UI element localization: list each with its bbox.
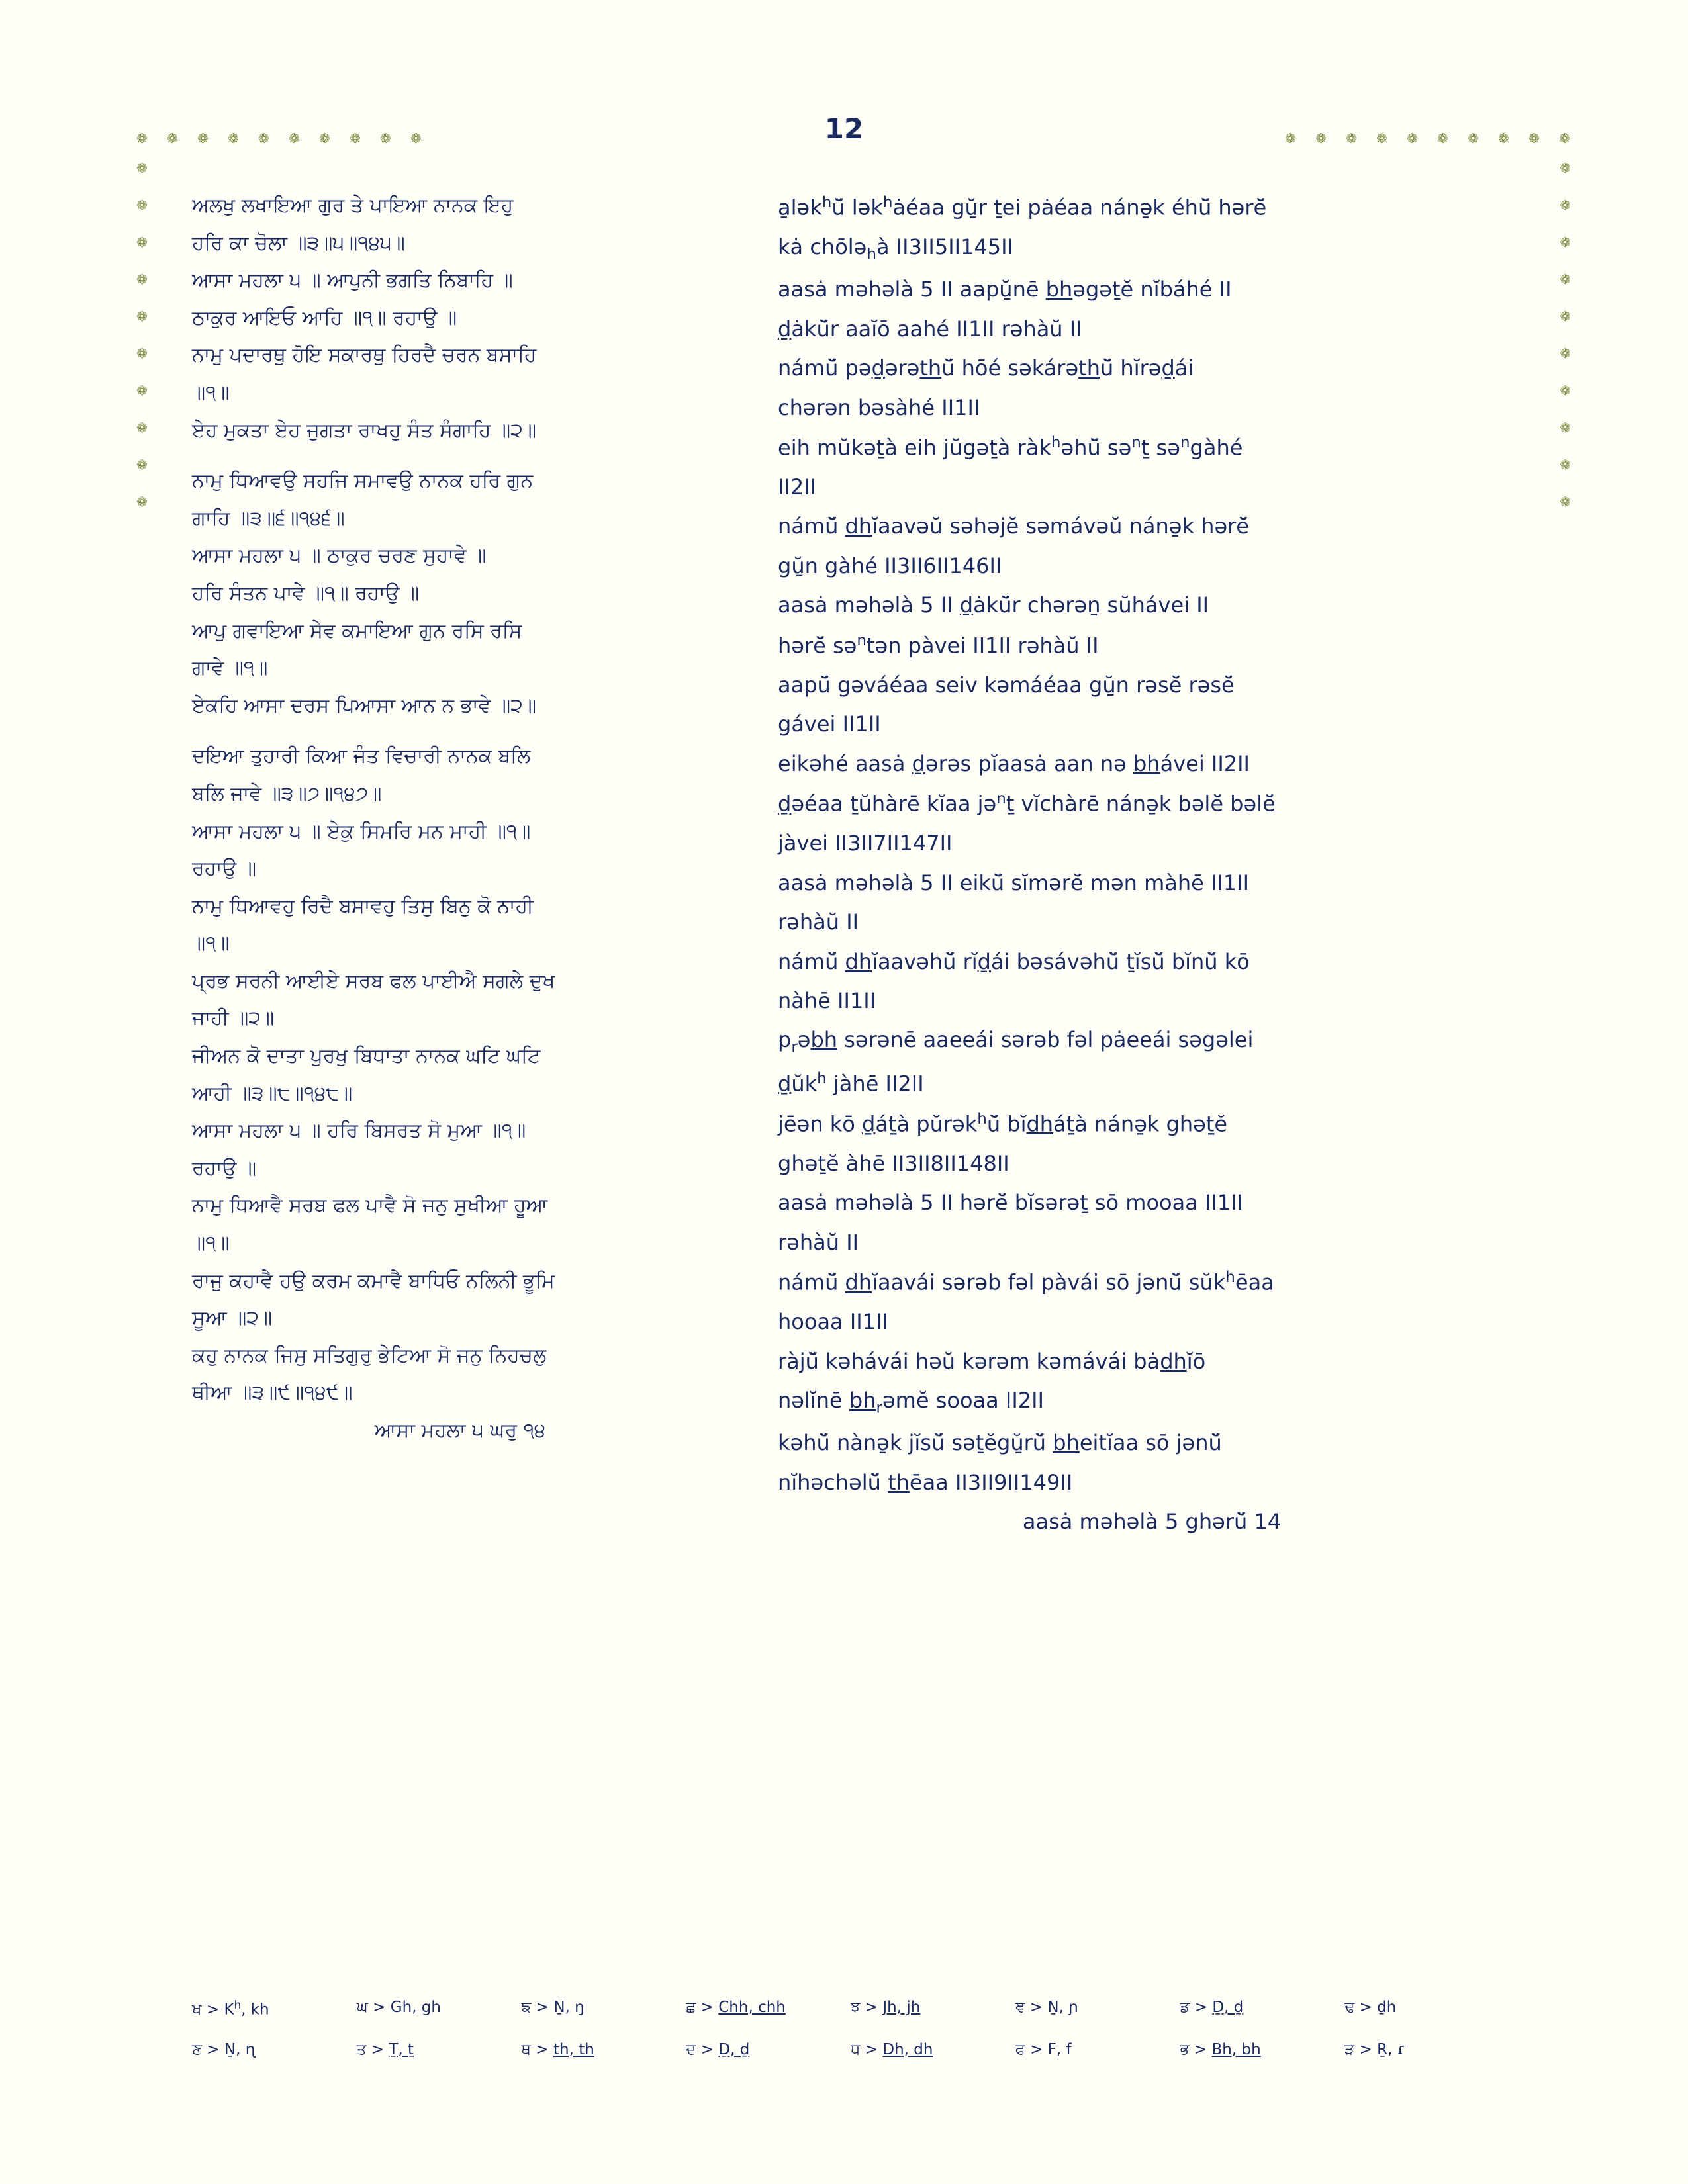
flower-icon: ❁ bbox=[1560, 197, 1571, 213]
flower-icon: ❁ bbox=[1560, 494, 1571, 510]
flower-icon: ❁ bbox=[136, 420, 148, 435]
gurmukhi-line: ਏਹ ਮੁਕਤਾ ਏਹ ਜੁਗਤਾ ਰਾਖਹੁ ਸੰਤ ਸੰਗਾਹਿ ॥੨॥ bbox=[192, 418, 537, 442]
legend-entry: ਘ > Gh, gh bbox=[356, 1999, 441, 2016]
transliteration-line: gávei II1II bbox=[778, 711, 881, 737]
legend-entry: ਡ > Ḏ, ḏ bbox=[1180, 1999, 1244, 2016]
gurmukhi-line: ਨਾਮੁ ਪਦਾਰਥੁ ਹੋਇ ਸਕਾਰਥੁ ਹਿਰਦੈ ਚਰਨ ਬਸਾਹਿ bbox=[192, 343, 537, 367]
flower-icon: ❁ bbox=[350, 130, 361, 146]
transliteration-line: námŭ̆ dhĭaavəŭ səhəjĕ səmávəŭ nánə̱k hərĕ̆ bbox=[778, 514, 1249, 539]
decorative-border-top-right bbox=[1284, 132, 1571, 145]
decorative-border-left bbox=[136, 162, 148, 508]
gurmukhi-line: ਹਰਿ ਸੰਤਨ ਪਾਵੇ ॥੧॥ ਰਹਾਉ ॥ bbox=[192, 581, 420, 605]
legend-row bbox=[192, 2041, 1509, 2058]
gurmukhi-line: ਨਾਮੁ ਧਿਆਵੈ ਸਰਬ ਫਲ ਪਾਵੈ ਸੋ ਜਨੁ ਸੁਖੀਆ ਹੂਆ bbox=[192, 1194, 548, 1218]
transliteration-line: eih mŭkəṯà eih jŭgəṯà ràk$^h$əhŭ̆ sə$^n$ṯ sə$^n$gàhé bbox=[778, 433, 1243, 461]
transliteration-legend bbox=[192, 1999, 1509, 2081]
flower-icon: ❁ bbox=[1560, 308, 1571, 324]
gurmukhi-line: ਰਾਜੁ ਕਹਾਵੈ ਹਉ ਕਰਮ ਕਮਾਵੈ ਬਾਧਿਓ ਨਲਿਨੀ ਭੂਮਿ bbox=[192, 1269, 555, 1293]
transliteration-line: eikəhé aasȧ ḏərəs pĭaasȧ aan nə bhávei II2II bbox=[778, 751, 1250, 776]
legend-entry: ਙ > Ṉ, ŋ bbox=[521, 1999, 585, 2016]
flower-icon: ❁ bbox=[136, 197, 148, 213]
legend-entry: ਦ > Ḏ, ḏ bbox=[686, 2040, 750, 2058]
gurmukhi-line: ਆਸਾ ਮਹਲਾ ੫ ॥ ਹਰਿ ਬਿਸਰਤ ਸੋ ਮੁਆ ॥੧॥ bbox=[192, 1119, 526, 1143]
flower-icon: ❁ bbox=[136, 383, 148, 398]
gurmukhi-line: ਆਸਾ ਮਹਲਾ ੫ ॥ ਏਕੁ ਸਿਮਰਿ ਮਨ ਮਾਹੀ ॥੧॥ bbox=[192, 819, 531, 843]
gurmukhi-line: ਆਸਾ ਮਹਲਾ ੫ ॥ ਠਾਕੁਰ ਚਰਣ ਸੁਹਾਵੇ ॥ bbox=[192, 544, 487, 568]
transliteration-line: nĭhəchəlŭ̆ thēaa II3II9II149II bbox=[778, 1469, 1073, 1495]
flower-icon: ❁ bbox=[228, 130, 239, 146]
gurmukhi-line: ॥੧॥ bbox=[192, 1232, 230, 1255]
gurmukhi-line: ਪ੍ਰਭ ਸਰਨੀ ਆਈਏ ਸਰਬ ਫਲ ਪਾਈਐ ਸਗਲੇ ਦੁਖ bbox=[192, 969, 555, 993]
transliteration-line: námŭ̆ pəḏərəthŭ̆ hōé səkárəthŭ̆ hĭrəḏái bbox=[778, 355, 1194, 381]
flower-icon: ❁ bbox=[1560, 457, 1571, 473]
transliteration-line: nəlĭnē $bh_rəmĕ$ sooaa II2II bbox=[778, 1388, 1045, 1417]
flower-icon: ❁ bbox=[197, 130, 209, 146]
flower-icon: ❁ bbox=[1560, 383, 1571, 398]
legend-entry: ਞ > Ṉ, ɲ bbox=[1015, 1999, 1079, 2016]
legend-entry: ਤ > Ṯ, ṯ bbox=[356, 2040, 414, 2058]
flower-icon: ❁ bbox=[1346, 130, 1357, 146]
flower-icon: ❁ bbox=[380, 130, 391, 146]
flower-icon: ❁ bbox=[410, 130, 422, 146]
gurmukhi-line: ਅਲਖੁ ਲਖਾਇਆ ਗੁਰ ਤੇ ਪਾਇਆ ਨਾਨਕ ਇਹੁ bbox=[192, 194, 514, 217]
flower-icon: ❁ bbox=[136, 234, 148, 250]
gurmukhi-line: ਆਸਾ ਮਹਲਾ ੫ ॥ ਆਪੁਨੀ ਭਗਤਿ ਨਿਬਾਹਿ ॥ bbox=[192, 269, 513, 293]
gurmukhi-line: ਦਇਆ ਤੁਹਾਰੀ ਕਿਆ ਜੰਤ ਵਿਚਾਰੀ ਨਾਨਕ ਬਲਿ bbox=[192, 745, 531, 768]
flower-icon: ❁ bbox=[1315, 130, 1327, 146]
gurmukhi-line: ਨਾਮੁ ਧਿਆਵਉ ਸਹਜਿ ਸਮਾਵਉ ਨਾਨਕ ਹਰਿ ਗੁਨ bbox=[192, 469, 534, 493]
gurmukhi-line: ਰਹਾਉ ॥ bbox=[192, 1156, 257, 1180]
legend-entry: ਣ > Ṉ, ɳ bbox=[192, 2040, 256, 2058]
transliteration-line: hooaa II1II bbox=[778, 1309, 888, 1335]
flower-icon: ❁ bbox=[1285, 130, 1296, 146]
transliteration-line: aasȧ məhəlà 5 II aapŭ̱nē bhəgəṯĕ nĭbáhé II bbox=[778, 277, 1232, 302]
flower-icon: ❁ bbox=[1468, 130, 1479, 146]
transliteration-line: námŭ̆ dhĭaavái sərəb fəl pàvái sō jənŭ̆ $sŭk^hēaa$ bbox=[778, 1269, 1274, 1295]
gurmukhi-line: ਠਾਕੁਰ ਆਇਓ ਆਹਿ ॥੧॥ ਰਹਾਉ ॥ bbox=[192, 306, 457, 330]
transliteration-text-column bbox=[778, 192, 1526, 1546]
gurmukhi-line: ਕਹੁ ਨਾਨਕ ਜਿਸੁ ਸਤਿਗੁਰੁ ਭੇਟਿਆ ਸੋ ਜਨੁ ਨਿਹਚਲੁ bbox=[192, 1343, 547, 1367]
transliteration-line: aasȧ məhəlà 5 II hərĕ̆ bĭsərəṯ sō mooaa II1II bbox=[778, 1190, 1244, 1216]
flower-icon: ❁ bbox=[136, 494, 148, 510]
gurmukhi-line: ਆਹੀ ॥੩॥੮॥੧੪੮॥ bbox=[192, 1081, 353, 1105]
gurmukhi-line: ਨਾਮੁ ਧਿਆਵਹੁ ਰਿਦੈ ਬਸਾਵਹੁ ਤਿਸੁ ਬਿਨੁ ਕੋ ਨਾਹੀ bbox=[192, 894, 534, 918]
transliteration-line: ḏəéaa ṯŭhàrē kĭaa jə$^n$ṯ vĭchàrē nánə̱k bəlĕ̆ bəlĕ̆ bbox=[778, 790, 1276, 817]
page-number: 12 bbox=[824, 113, 864, 145]
transliteration-line: aasȧ məhəlà 5 II ḏȧkŭ̆r chərəṉ sŭhávei II bbox=[778, 592, 1209, 618]
flower-icon: ❁ bbox=[167, 130, 178, 146]
transliteration-line: $ḏŭk^h$ jàhē II2II bbox=[778, 1069, 924, 1097]
flower-icon: ❁ bbox=[1498, 130, 1509, 146]
flower-icon: ❁ bbox=[319, 130, 330, 146]
gurmukhi-line: ਹਰਿ ਕਾ ਚੋਲਾ ॥੩॥੫॥੧੪੫॥ bbox=[192, 231, 405, 255]
flower-icon: ❁ bbox=[258, 130, 269, 146]
flower-icon: ❁ bbox=[136, 457, 148, 473]
gurmukhi-line: ਆਪੁ ਗਵਾਇਆ ਸੇਵ ਕਮਾਇਆ ਗੁਨ ਰਸਿ ਰਸਿ bbox=[192, 619, 522, 643]
gurmukhi-line: ਆਸਾ ਮਹਲਾ ੫ ਘਰੁ ੧੪ bbox=[374, 1419, 546, 1442]
gurmukhi-line: ਥੀਆ ॥੩॥੯॥੧੪੯॥ bbox=[192, 1381, 353, 1405]
decorative-border-right bbox=[1559, 162, 1571, 508]
gurmukhi-text-column bbox=[192, 192, 728, 1455]
flower-icon: ❁ bbox=[1407, 130, 1418, 146]
flower-icon: ❁ bbox=[1528, 130, 1540, 146]
transliteration-line: aasȧ məhəlà 5 ghərŭ̆ 14 bbox=[1022, 1509, 1282, 1535]
flower-icon: ❁ bbox=[136, 308, 148, 324]
transliteration-line: hərĕ̆ sə$^n$tən pàvei II1II rəhàŭ II bbox=[778, 631, 1099, 659]
flower-icon: ❁ bbox=[1437, 130, 1448, 146]
transliteration-line: ḏȧkŭ̆r aaĭō aahé II1II rəhàŭ II bbox=[778, 316, 1082, 341]
flower-icon: ❁ bbox=[136, 271, 148, 287]
transliteration-line: rəhàŭ II bbox=[778, 909, 859, 935]
flower-icon: ❁ bbox=[1376, 130, 1387, 146]
flower-icon: ❁ bbox=[136, 345, 148, 361]
gurmukhi-line: ਬਲਿ ਜਾਵੇ ॥੩॥੭॥੧੪੭॥ bbox=[192, 782, 382, 805]
legend-entry: ਭ > Bh, bh bbox=[1180, 2040, 1261, 2058]
transliteration-line: gŭ̱n gàhé II3II6II146II bbox=[778, 553, 1002, 578]
gurmukhi-line: ਸੂਆ ॥੨॥ bbox=[192, 1306, 273, 1330]
transliteration-line: kəhŭ̆ nànə̱k jĭsŭ̆ səṯĕgŭ̱rŭ̆ bheitĭaa sō jənŭ̆ bbox=[778, 1430, 1222, 1456]
legend-entry: ਝ > Jh, jh bbox=[851, 1999, 921, 2016]
transliteration-line: II2II bbox=[778, 475, 817, 500]
legend-entry: ਛ > Chh, chh bbox=[686, 1999, 786, 2016]
transliteration-line: námŭ̆ dhĭaavəhŭ̆ rĭḏái bəsávəhŭ̆ ṯĭsŭ̆ bĭnŭ̆ kō bbox=[778, 948, 1250, 974]
gurmukhi-line: ਗਾਹਿ ॥੩॥੬॥੧੪੬॥ bbox=[192, 506, 345, 530]
legend-entry: ਥ > th, th bbox=[521, 2040, 594, 2058]
transliteration-line: jàvei II3II7II147II bbox=[778, 831, 953, 856]
flower-icon: ❁ bbox=[1560, 160, 1571, 176]
legend-row bbox=[192, 1999, 1509, 2019]
flower-icon: ❁ bbox=[136, 130, 148, 146]
transliteration-line: aasȧ məhəlà 5 II eikŭ̆ sĭmərĕ̆ mən màhē II1II bbox=[778, 870, 1250, 895]
gurmukhi-line: ਜਾਹੀ ॥੨॥ bbox=[192, 1007, 275, 1030]
transliteration-line: rəhàŭ II bbox=[778, 1229, 859, 1255]
flower-icon: ❁ bbox=[1560, 420, 1571, 435]
flower-icon: ❁ bbox=[1560, 271, 1571, 287]
flower-icon: ❁ bbox=[289, 130, 300, 146]
gurmukhi-line: ਰਹਾਉ ॥ bbox=[192, 857, 257, 881]
gurmukhi-line: ਗਾਵੇ ॥੧॥ bbox=[192, 657, 268, 680]
transliteration-line: chərən bəsàhé II1II bbox=[778, 394, 980, 420]
gurmukhi-line: ਏਕਹਿ ਆਸਾ ਦਰਸ ਪਿਆਸਾ ਆਨ ਨ ਭਾਵੇ ॥੨॥ bbox=[192, 694, 537, 717]
legend-entry: ੜ > Ṟ, ɾ bbox=[1344, 2040, 1405, 2058]
gurmukhi-line: ਜੀਅਨ ਕੋ ਦਾਤਾ ਪੁਰਖੁ ਬਿਧਾਤਾ ਨਾਨਕ ਘਟਿ ਘਟਿ bbox=[192, 1044, 541, 1068]
transliteration-line: a̱lək$^h$ŭ̆ lək$^h$ȧéaa gŭ̱r ṯei pȧéaa nánə̱k éhŭ̆ hərĕ̆ bbox=[778, 194, 1267, 220]
flower-icon: ❁ bbox=[1559, 130, 1570, 146]
transliteration-line: ghəṯĕ àhē II3II8II148II bbox=[778, 1150, 1009, 1176]
flower-icon: ❁ bbox=[136, 160, 148, 176]
legend-entry: ਖ > $K^h$, kh bbox=[192, 1999, 269, 2019]
legend-entry: ਧ > Dh, dh bbox=[851, 2040, 933, 2058]
transliteration-line: ràjŭ̆ kəhávái həŭ kərəm kəmávái bȧdhĭō bbox=[778, 1348, 1206, 1374]
decorative-border-top-left bbox=[136, 132, 422, 145]
transliteration-line: kȧ chōlə$_h$à II3II5II145II bbox=[778, 234, 1014, 263]
gurmukhi-line: ॥੧॥ bbox=[192, 381, 230, 404]
legend-entry: ਫ > F, f bbox=[1015, 2040, 1072, 2058]
transliteration-line: jēən kō ḏáṯà pŭrək$^h$ŭ̆ bĭdháṯà nánə̱k ghəṯĕ bbox=[778, 1110, 1228, 1137]
flower-icon: ❁ bbox=[1560, 234, 1571, 250]
flower-icon: ❁ bbox=[1560, 345, 1571, 361]
legend-entry: ਢ > ḏh bbox=[1344, 1999, 1397, 2016]
transliteration-line: aapŭ̆ gəváéaa seiv kəmáéaa gŭ̱n rəsĕ̆ rəsĕ̆ bbox=[778, 672, 1235, 698]
gurmukhi-line: ॥੧॥ bbox=[192, 932, 230, 956]
transliteration-line: $p_rəbh$ sərənē aaeeái sərəb fəl pȧeeái səgəlei bbox=[778, 1027, 1254, 1056]
transliteration-line: nàhē II1II bbox=[778, 988, 876, 1014]
